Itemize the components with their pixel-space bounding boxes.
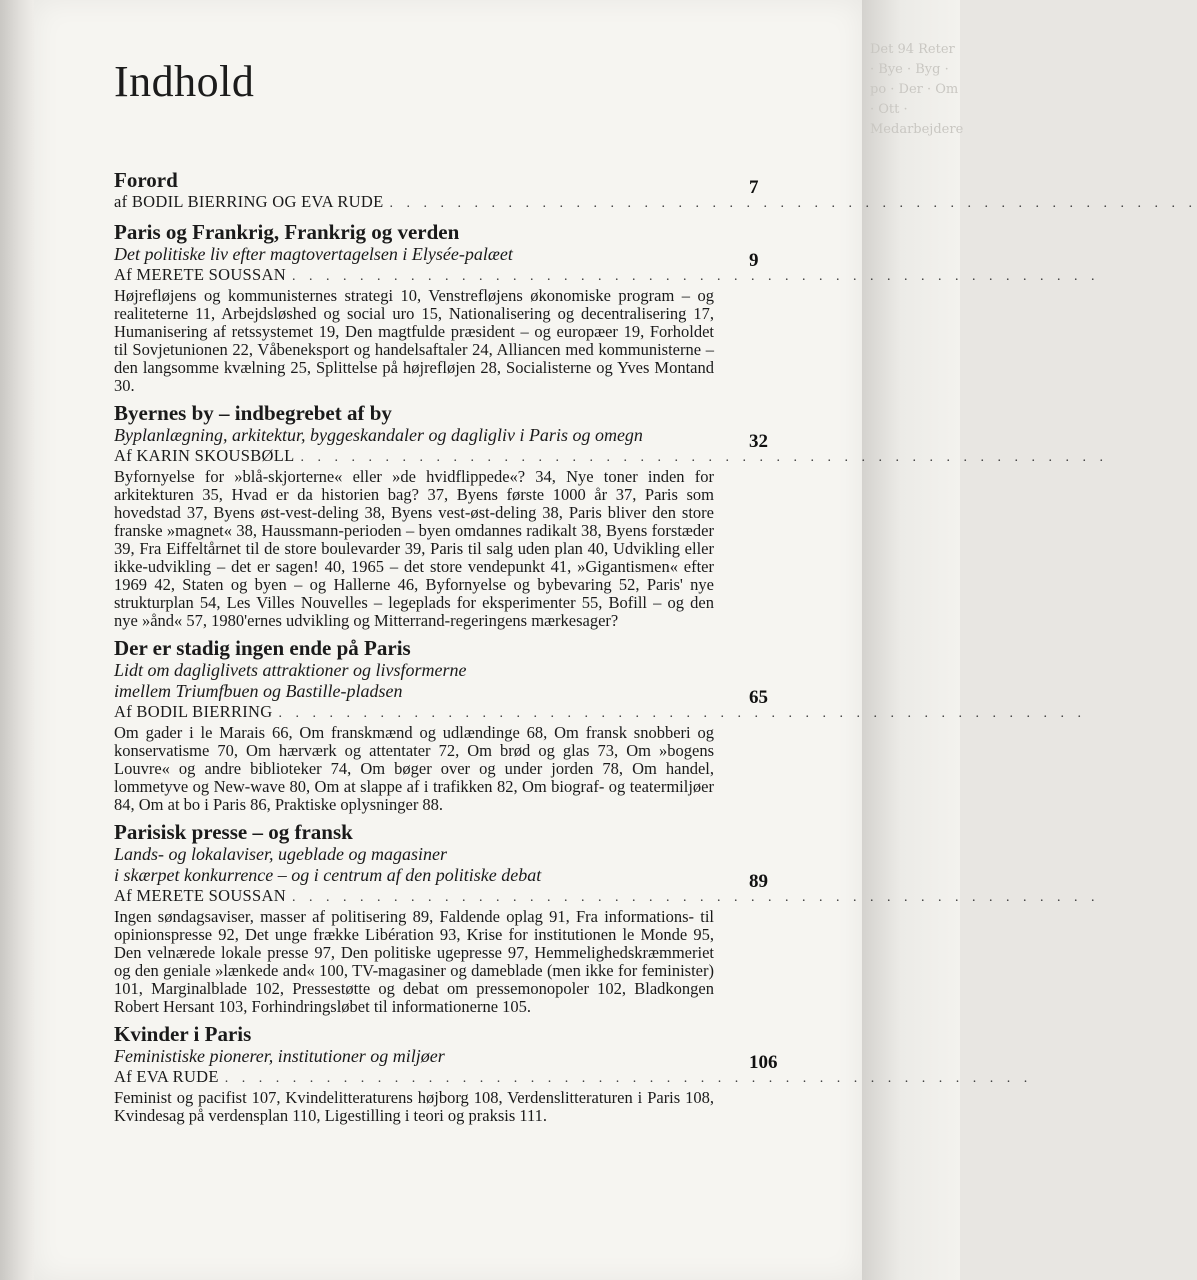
chapter-description: Højrefløjens og kommunisternes strategi 10, Venstrefløjens økonomiske program – og realiteterne 11, Arbejdsløshed og social uro 15, Nationalisering og decentralisering 17, Humanisering af retssystemet 19, Den magtfulde præsident – og europæer 19, Forholdet til Sovjetunionen 22, Våbeneksport og handelsaftaler 24, Alliancen med kommunisterne – den langsomme kvælning 25, Splittelse på højrefløjen 28, Socialisterne og Yves Montand 30. <box>114 286 714 395</box>
page-number: 89 <box>749 871 768 892</box>
chapter-subtitle: Lidt om dagliglivets attraktioner og livsformerne <box>114 660 467 680</box>
chapter-author: af BODIL BIERRING OG EVA RUDE <box>114 192 384 211</box>
page-number: 106 <box>749 1052 778 1073</box>
chapter-description: Byfornyelse for »blå-skjorterne« eller »de hvidflippede«? 34, Nye toner inden for arkitekturen 35, Hvad er da historien bag? 37, Byens første 1000 år 37, Paris som hovedstad 37, Byens øst-vest-deling 38, Byens vest-øst-deling 38, Paris bliver den store franske »magnet« 38, Haussmann-perioden – byen omdannes radikalt 38, Byens forstæder 39, Fra Eiffeltårnet til de store boulevarder 39, Paris til salg uden plan 40, Udvikling eller ikke-udvikling – det er sagen! 40, 1965 – det store vendepunkt 41, »Gigantismen« efter 1969 42, Staten og byen – og Hallerne 46, Byfornyelse og bybevaring 52, Paris' nye strukturplan 54, Les Villes Nouvelles – legeplads for eksperimenter 55, Bofill – og den nye »ånd« 57, 1980'ernes udvikling og Mitterrand-regeringens mærkesager? <box>114 467 714 630</box>
chapter-title: Byernes by – indbegrebet af by <box>114 401 392 425</box>
dot-leader: . . . . . . . . . . . . . . . . . . . . . . . . . . . . . . . . . . . . . . . . . . . . . . . . <box>300 450 1108 465</box>
dot-leader: . . . . . . . . . . . . . . . . . . . . . . . . . . . . . . . . . . . . . . . . . . . . . . . . <box>389 196 1197 211</box>
show-through-text: Det 94 Reter · Bye · Byg · po · Der · Om · Ott · Medarbejdere <box>870 42 964 137</box>
chapter-description: Om gader i le Marais 66, Om franskmænd og udlændinge 68, Om fransk snobberi og konservatisme 70, Om hærværk og attentater 72, Om brød og glas 73, Om »bogens Louvre« og andre biblioteker 74, Om bøger over og under jorden 78, Om handel, lommetyve og New-wave 80, Om at slappe af i trafikken 82, Om biograf- og teatermiljøer 84, Om at bo i Paris 86, Praktiske oplysninger 88. <box>114 723 714 814</box>
dot-leader: . . . . . . . . . . . . . . . . . . . . . . . . . . . . . . . . . . . . . . . . . . . . . . . . <box>291 890 1100 905</box>
chapter-title: Der er stadig ingen ende på Paris <box>114 636 411 660</box>
chapter-title: Kvinder i Paris <box>114 1022 252 1046</box>
chapter-description: Ingen søndagsaviser, masser af politisering 89, Faldende oplag 91, Fra informations- til opinionspresse 92, Det unge frække Libération 93, Krise for institutionen le Monde 95, Den velnærede lokale presse 97, Den politiske ugepresse 97, Hemmelighedskræmmeriet og den geniale »lænkede and« 100, TV-magasiner og dameblade (men ikke for feminister) 101, Marginalblade 102, Pressestøtte og debat om pressemonopoler 102, Bladkongen Robert Hersant 103, Forhindringsløbet til informationerne 105. <box>114 907 714 1016</box>
page-number: 9 <box>749 250 759 271</box>
page-number: 32 <box>749 431 768 452</box>
toc-entry <box>114 1022 1033 1125</box>
chapter-subtitle: imellem Triumfbuen og Bastille-pladsen <box>114 681 403 701</box>
chapter-author: Af MERETE SOUSSAN <box>114 265 286 284</box>
toc-entry <box>114 220 1100 395</box>
dot-leader: . . . . . . . . . . . . . . . . . . . . . . . . . . . . . . . . . . . . . . . . . . . . . . . . <box>278 706 1086 721</box>
toc-entry <box>114 636 1086 814</box>
chapter-author: Af MERETE SOUSSAN <box>114 886 286 905</box>
page-title: Indhold <box>114 57 255 106</box>
toc-entry <box>114 401 1108 630</box>
page-number: 65 <box>749 687 768 708</box>
table-of-contents <box>114 168 1197 1131</box>
chapter-description: Feminist og pacifist 107, Kvindelitteraturens højborg 108, Verdenslitteraturen i Paris 108, Kvindesag på verdensplan 110, Ligestilling i teori og praksis 111. <box>114 1088 714 1125</box>
chapter-title: Forord <box>114 168 178 192</box>
chapter-title: Paris og Frankrig, Frankrig og verden <box>114 220 460 244</box>
chapter-author: Af EVA RUDE <box>114 1067 219 1086</box>
chapter-subtitle: i skærpet konkurrence – og i centrum af den politiske debat <box>114 865 542 885</box>
chapter-title: Parisisk presse – og fransk <box>114 820 353 844</box>
chapter-subtitle: Feministiske pionerer, institutioner og miljøer <box>114 1046 445 1066</box>
chapter-subtitle: Det politiske liv efter magtovertagelsen i Elysée-palæet <box>114 244 513 264</box>
toc-entry <box>114 168 1197 214</box>
chapter-subtitle: Byplanlægning, arkitektur, byggeskandaler og dagligliv i Paris og omegn <box>114 425 643 445</box>
dot-leader: . . . . . . . . . . . . . . . . . . . . . . . . . . . . . . . . . . . . . . . . . . . . . . . . <box>291 269 1100 284</box>
chapter-author: Af BODIL BIERRING <box>114 702 273 721</box>
page-number: 7 <box>749 177 759 198</box>
dot-leader: . . . . . . . . . . . . . . . . . . . . . . . . . . . . . . . . . . . . . . . . . . . . . . . . <box>224 1071 1033 1086</box>
toc-entry <box>114 820 1100 1016</box>
chapter-subtitle: Lands- og lokalaviser, ugeblade og magasiner <box>114 844 447 864</box>
chapter-author: Af KARIN SKOUSBØLL <box>114 446 295 465</box>
book-gutter <box>0 0 34 1280</box>
